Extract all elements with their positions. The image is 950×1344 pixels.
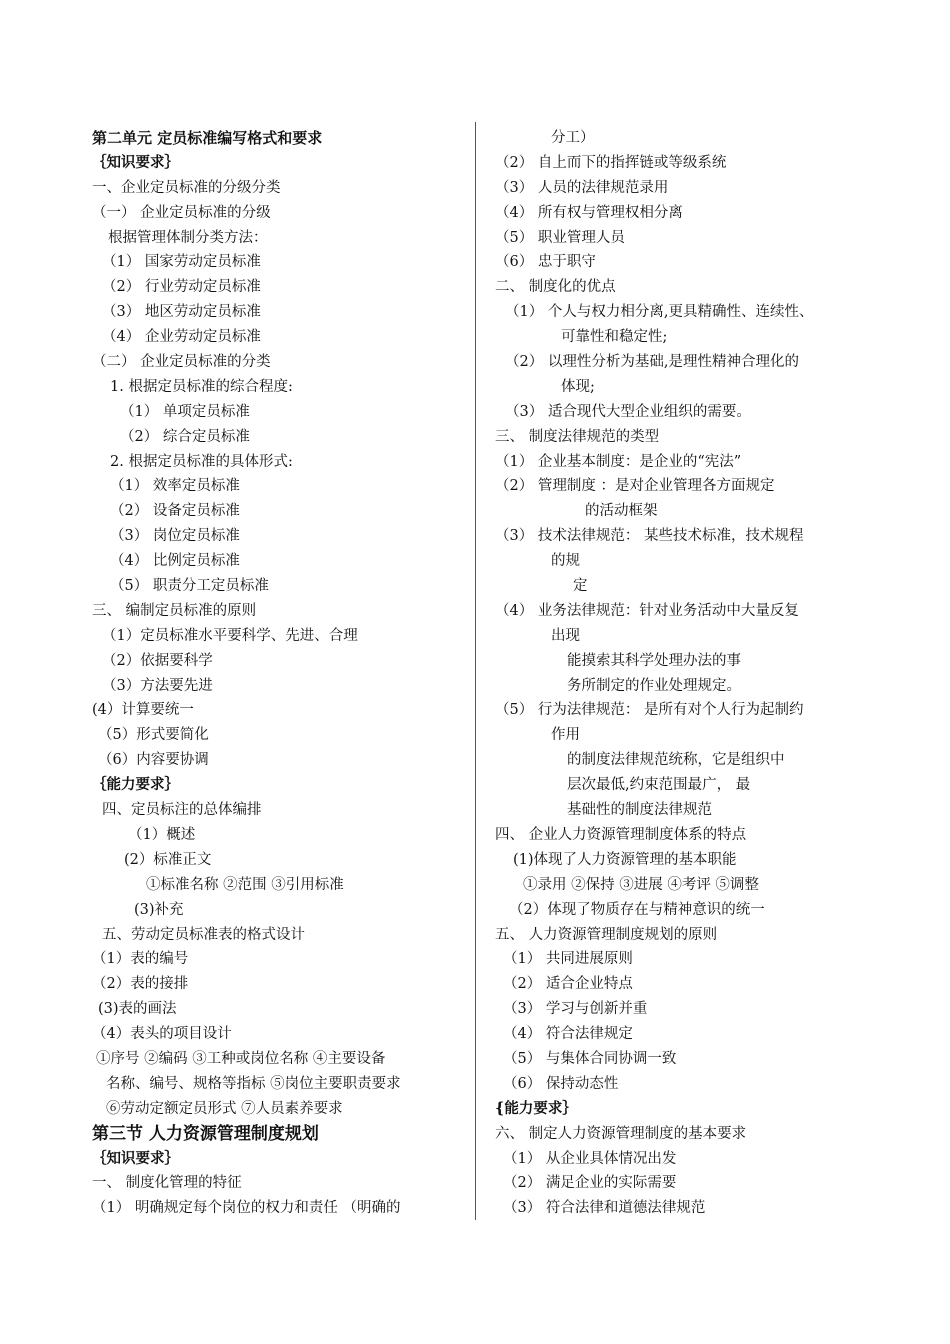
left-column-line: ①标准名称 ②范围 ③引用标准 [146, 876, 344, 893]
right-column-line: （2）体现了物质存在与精神意识的统一 [509, 901, 765, 918]
right-column-line: 定 [573, 578, 588, 595]
right-column-line: {能力要求｝ [495, 1099, 577, 1117]
right-column-line: 层次最低,约束范围最广， 最 [567, 777, 751, 794]
right-column-line: （2） 以理性分析为基础,是理性精神合理化的 [505, 354, 799, 371]
left-column-line: （1） 效率定员标准 [110, 478, 240, 495]
right-column-line: （1） 从企业具体情况出发 [503, 1150, 677, 1167]
left-column-line: 一、 制度化管理的特征 [92, 1175, 242, 1192]
right-column-line: 出现 [551, 627, 580, 644]
left-column-line: (3)补充 [134, 901, 184, 918]
left-column-line: （4） 企业劳动定员标准 [102, 329, 261, 346]
right-column-line: 基础性的制度法律规范 [567, 802, 712, 819]
left-column-line: （2）表的接排 [92, 976, 189, 993]
right-column-line: （4） 符合法律规定 [503, 1026, 633, 1043]
right-column-line: 的规 [551, 553, 580, 570]
left-column-line: ｛知识要求｝ [92, 1149, 179, 1167]
right-column-line: （3） 适合现代大型企业组织的需要。 [505, 403, 751, 420]
left-column-line: 1. 根据定员标准的综合程度: [110, 378, 293, 395]
left-column-line: 名称、编号、规格等指标 ⑤岗位主要职责要求 [106, 1075, 401, 1092]
left-column-line: ⑥劳动定额定员形式 ⑦人员素养要求 [106, 1100, 343, 1117]
left-column-line: （二） 企业定员标准的分类 [92, 354, 271, 371]
left-column-line: 一、企业定员标准的分级分类 [92, 179, 281, 196]
right-column-line: （3） 人员的法律规范录用 [495, 179, 669, 196]
right-column-line: （4） 所有权与管理权相分离 [495, 204, 683, 221]
left-column-line: （1）表的编号 [92, 951, 189, 968]
left-column-line: （1） 明确规定每个岗位的权力和责任 （明确的 [92, 1200, 401, 1217]
left-column-line: （5） 职责分工定员标准 [110, 578, 269, 595]
right-column-line: 的制度法律规范统称，它是组织中 [567, 752, 785, 769]
left-column-line: （5）形式要简化 [98, 727, 209, 744]
right-column-line: （5） 行为法律规范： 是所有对个人行为起制约 [495, 702, 804, 719]
left-column-line: （2） 设备定员标准 [110, 503, 240, 520]
left-column-line: （3） 地区劳动定员标准 [102, 304, 261, 321]
left-column-line: （1）概述 [128, 826, 196, 843]
right-column-line: ①录用 ②保持 ③进展 ④考评 ⑤调整 [523, 876, 759, 893]
right-column-line: (1)体现了人力资源管理的基本职能 [513, 851, 737, 868]
left-column-line: （2） 综合定员标准 [120, 428, 250, 445]
right-column-line: 三、 制度法律规范的类型 [495, 428, 660, 445]
right-column-line: （2） 适合企业特点 [503, 976, 633, 993]
right-column-line: （2） 管理制度 ：是对企业管理各方面规定 [495, 478, 775, 495]
left-column-line: ｛能力要求｝ [92, 776, 179, 794]
left-column-line: （3） 岗位定员标准 [110, 528, 240, 545]
left-column-line: （2）依据要科学 [102, 652, 213, 669]
left-column-line: 第三节 人力资源管理制度规划 [92, 1123, 319, 1144]
right-column-line: 二、 制度化的优点 [495, 279, 616, 296]
left-column-line: 第二单元 定员标准编写格式和要求 [92, 129, 323, 147]
right-column-line: （5） 职业管理人员 [495, 229, 625, 246]
left-column-line: (3)表的画法 [98, 1001, 177, 1018]
right-column [495, 126, 885, 1221]
left-column-line: 四、定员标注的总体编排 [102, 802, 262, 819]
left-column-line: （1） 国家劳动定员标准 [102, 254, 261, 271]
left-column-line: (2）标准正文 [124, 851, 212, 868]
left-column-line: （4） 比例定员标准 [110, 553, 240, 570]
right-column-line: 的活动框架 [585, 503, 658, 520]
right-column-line: （1） 共同进展原则 [503, 951, 633, 968]
right-column-line: 作用 [551, 727, 580, 744]
left-column-line: （4）表头的项目设计 [92, 1026, 232, 1043]
right-column-line: 五、 人力资源管理制度规划的原则 [495, 926, 718, 943]
right-column-line: 务所制定的作业处理规定。 [567, 677, 741, 694]
left-column-line: 五、劳动定员标准表的格式设计 [102, 926, 305, 943]
left-column-line: ①序号 ②编码 ③工种或岗位名称 ④主要设备 [96, 1050, 386, 1067]
right-column-line: （6） 忠于职守 [495, 254, 596, 271]
right-column-line: （3） 符合法律和道德法律规范 [503, 1200, 706, 1217]
left-column-line: 根据管理体制分类方法： [108, 229, 268, 246]
right-column-line: 能摸索其科学处理办法的事 [567, 652, 741, 669]
left-column-line: （6）内容要协调 [98, 752, 209, 769]
right-column-line: （3） 学习与创新并重 [503, 1001, 648, 1018]
left-column [92, 126, 467, 1221]
left-column-line: 三、 编制定员标准的原则 [92, 602, 257, 619]
right-column-line: 分工） [551, 130, 595, 146]
right-column-line: 四、 企业人力资源管理制度体系的特点 [495, 826, 747, 843]
left-column-line: ｛知识要求｝ [92, 153, 179, 171]
left-column-line: 2. 根据定员标准的具体形式: [110, 453, 293, 470]
right-column-line: （4） 业务法律规范：针对业务活动中大量反复 [495, 602, 799, 619]
right-column-line: （2） 满足企业的实际需要 [503, 1175, 677, 1192]
right-column-line: （1） 个人与权力相分离,更具精确性、连续性、 [505, 304, 814, 321]
column-divider [475, 122, 476, 1220]
right-column-line: 体现; [561, 378, 595, 395]
left-column-line: （1）定员标准水平要科学、先进、合理 [102, 627, 358, 644]
left-column-line: （3）方法要先进 [102, 677, 213, 694]
right-column-line: （2） 自上而下的指挥链或等级系统 [495, 154, 727, 171]
right-column-line: （6） 保持动态性 [503, 1075, 619, 1092]
left-column-line: (4）计算要统一 [92, 702, 194, 719]
right-column-line: （1） 企业基本制度：是企业的“宪法” [495, 453, 742, 470]
right-column-line: 六、 制定人力资源管理制度的基本要求 [495, 1125, 747, 1142]
right-column-line: 可靠性和稳定性; [561, 329, 668, 346]
left-column-line: （1） 单项定员标准 [120, 403, 250, 420]
left-column-line: （一） 企业定员标准的分级 [92, 204, 271, 221]
right-column-line: （3） 技术法律规范： 某些技术标准，技术规程 [495, 528, 804, 545]
left-column-line: （2） 行业劳动定员标准 [102, 279, 261, 296]
right-column-line: （5） 与集体合同协调一致 [503, 1050, 677, 1067]
